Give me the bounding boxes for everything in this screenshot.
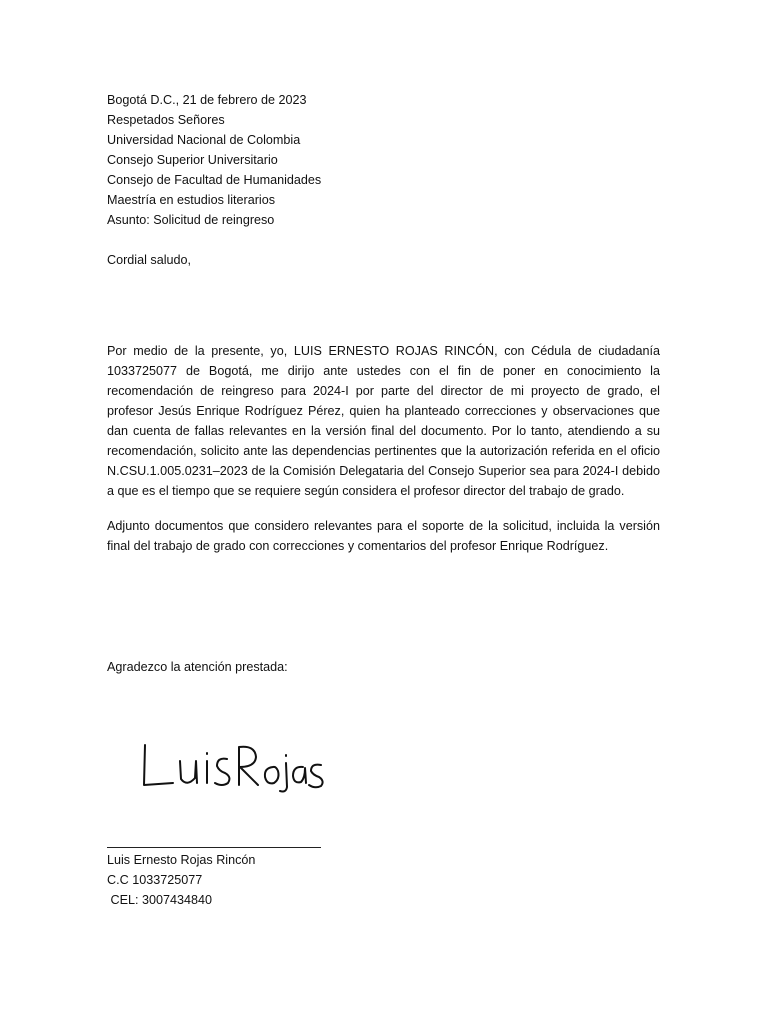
subject-line: Asunto: Solicitud de reingreso [107,213,275,227]
faculty-council-name: Consejo de Facultad de Humanidades [107,173,322,187]
signature-rule [107,847,321,848]
body-paragraph-1: Por medio de la presente, yo, LUIS ERNESTO ROJAS RINCÓN, con Cédula de ciudadanía 1033725077 de Bogotá, me dirijo ante ustedes con el fin de poner en conocimiento la recomendación de reingreso para 2024-I por parte del director de mi proyecto de grado, el profesor Jesús Enrique Rodríguez Pérez, quien ha planteado correcciones y observaciones que dan cuenta de fallas relevantes en la versión final del documento. Por lo tanto, atendiendo a su recomendación, solicito ante las dependencias pertinentes que la autorización referida en el oficio N.CSU.1.005.0231–2023 de la Comisión Delegataria del Consejo Superior sea para 2024-I debido a que es el tiempo que se requiere según considera el profesor director del trabajo de grado. [107,344,660,498]
council-name: Consejo Superior Universitario [107,153,278,167]
signer-phone: CEL: 3007434840 [107,893,213,907]
handwritten-signature [135,735,325,795]
signer-name: Luis Ernesto Rojas Rincón [107,853,256,867]
addressee-salutation: Respetados Señores [107,113,225,127]
program-name: Maestría en estudios literarios [107,193,275,207]
signer-id: C.C 1033725077 [107,873,203,887]
date-line: Bogotá D.C., 21 de febrero de 2023 [107,93,307,107]
closing-line: Agradezco la atención prestada: [107,660,288,674]
university-name: Universidad Nacional de Colombia [107,133,301,147]
body-paragraph-2: Adjunto documentos que considero relevantes para el soporte de la solicitud, incluida la versión final del trabajo de grado con correcciones y comentarios del profesor Enrique Rodríguez. [107,519,660,553]
greeting: Cordial saludo, [107,253,192,267]
